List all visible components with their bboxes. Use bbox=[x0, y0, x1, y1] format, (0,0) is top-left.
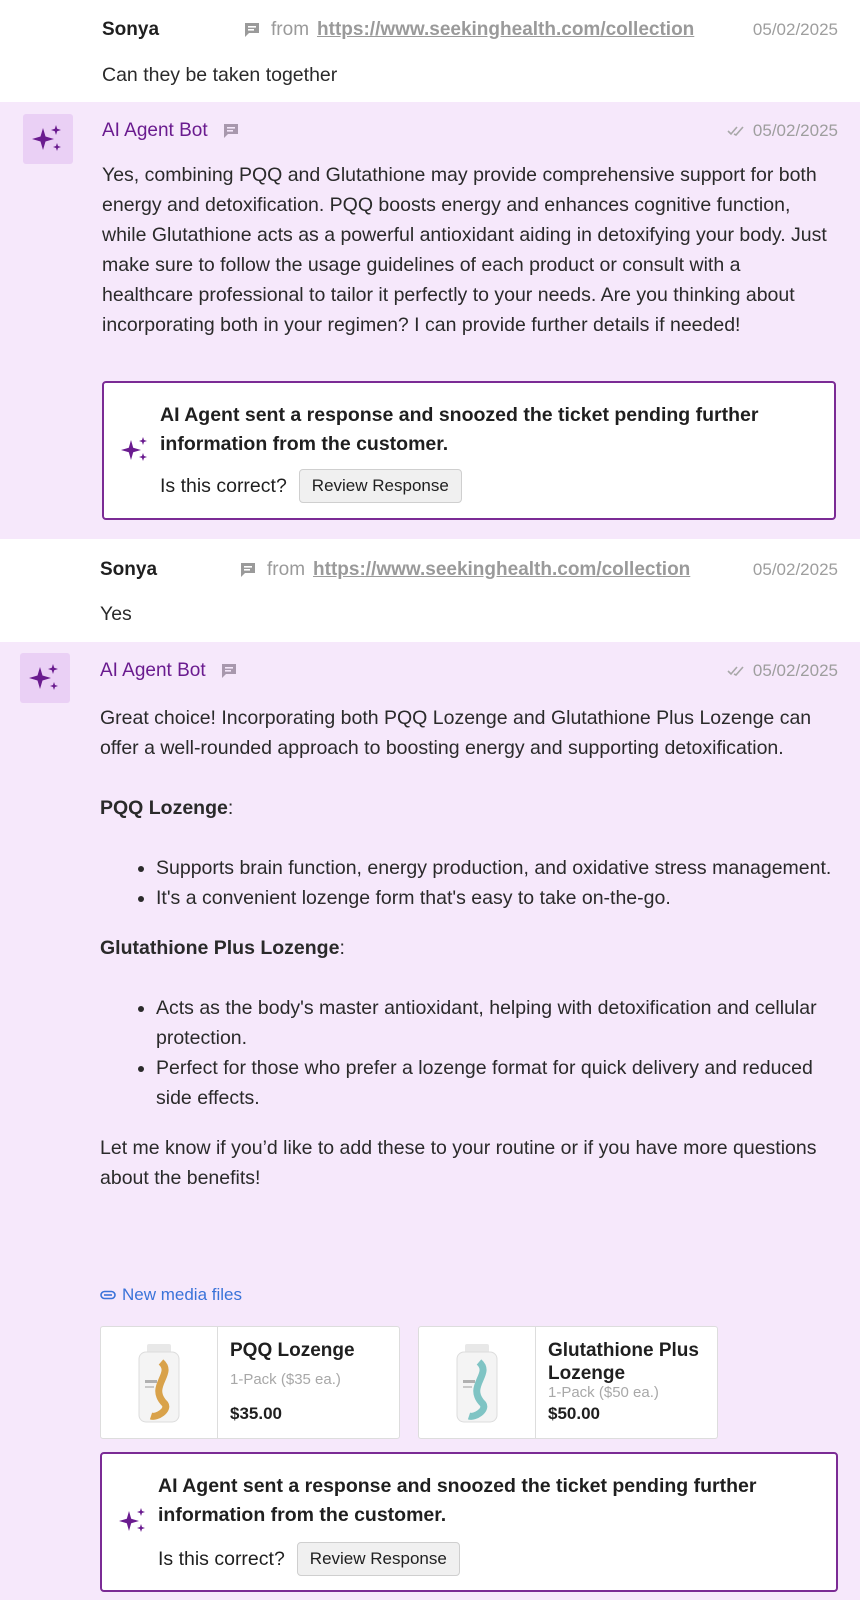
customer-message bbox=[0, 0, 860, 102]
product-info bbox=[536, 1327, 717, 1438]
message-author: AI Agent Bot bbox=[100, 660, 206, 681]
double-check-icon bbox=[727, 125, 745, 137]
notice-question: Is this correct? bbox=[160, 474, 287, 497]
product-info bbox=[218, 1327, 399, 1438]
pqq-bullet-list bbox=[100, 853, 840, 913]
product-price: $50.00 bbox=[548, 1404, 600, 1423]
glutathione-bullet-list bbox=[100, 993, 840, 1113]
product-pack: 1-Pack ($50 ea.) bbox=[548, 1384, 659, 1401]
message-date bbox=[727, 661, 838, 681]
media-label: New media files bbox=[122, 1285, 242, 1304]
message-date bbox=[753, 560, 838, 580]
sparkle-icon bbox=[118, 1506, 148, 1541]
notice-text: AI Agent sent a response and snoozed the ticket pending further information from the customer. bbox=[160, 404, 759, 455]
outro-text: Let me know if you’d like to add these to your routine or if you have more questions about the benefits! bbox=[100, 1137, 817, 1189]
ai-agent-avatar bbox=[23, 114, 73, 164]
message-text: Yes, combining PQQ and Glutathione may provide comprehensive support for both energy and detoxification. PQQ boosts energy and enhances cognitive function, while Glutathione acts as a powerful antioxidant aiding in detoxifying your body. Just make sure to follow the usage guidelines of each product or consult with a healthcare professional to tailor it perfectly to your needs. Are you thinking about incorporating both in your regimen? I can provide further details if needed! bbox=[102, 164, 827, 336]
customer-message bbox=[0, 539, 860, 642]
list-item: • Supports brain function, energy production, and oxidative stress management. bbox=[156, 853, 840, 883]
product-name: PQQ Lozenge bbox=[230, 1340, 355, 1361]
date-text: 05/02/2025 bbox=[752, 560, 838, 579]
notice-question-row bbox=[158, 1542, 460, 1576]
sparkle-icon bbox=[120, 435, 150, 470]
product-card-pqq[interactable] bbox=[100, 1326, 400, 1439]
notice-text: AI Agent sent a response and snoozed the ticket pending further information from the customer. bbox=[158, 1475, 757, 1526]
intro-text: Great choice! Incorporating both PQQ Lozenge and Glutathione Plus Lozenge can offer a well-rounded approach to boosting energy and supporting detoxification. bbox=[100, 707, 812, 759]
product-price: $35.00 bbox=[230, 1404, 282, 1423]
section-heading-row bbox=[100, 793, 840, 823]
date-text: 05/02/2025 bbox=[752, 20, 838, 39]
chat-icon bbox=[222, 122, 242, 140]
message-text: Yes bbox=[100, 603, 132, 625]
message-author: Sonya bbox=[100, 559, 158, 580]
message-date bbox=[753, 20, 838, 40]
message-text: Can they be taken together bbox=[102, 64, 338, 86]
from-label: from bbox=[267, 559, 306, 580]
date-text: 05/02/2025 bbox=[752, 661, 838, 680]
list-item: • Acts as the body's master antioxidant, helping with detoxification and cellular protection. bbox=[156, 993, 840, 1053]
message-author: AI Agent Bot bbox=[102, 120, 208, 141]
notice-question-row bbox=[160, 469, 462, 503]
source-url-link[interactable]: https://www.seekinghealth.com/collection bbox=[313, 559, 691, 580]
message-date bbox=[727, 121, 838, 141]
section-heading-row bbox=[100, 933, 840, 963]
new-media-files-link[interactable] bbox=[100, 1285, 242, 1305]
review-response-button[interactable]: Review Response bbox=[299, 469, 462, 503]
source-url-link[interactable]: https://www.seekinghealth.com/collection bbox=[317, 19, 695, 40]
message-author: Sonya bbox=[102, 19, 160, 40]
double-check-icon bbox=[727, 665, 745, 677]
bot-message bbox=[0, 102, 860, 539]
chat-icon bbox=[243, 21, 263, 39]
message-body bbox=[102, 160, 830, 340]
ai-agent-avatar bbox=[20, 653, 70, 703]
chat-icon bbox=[220, 662, 240, 680]
chat-icon bbox=[239, 561, 259, 579]
section-heading-pqq: PQQ Lozenge bbox=[100, 797, 228, 819]
section-heading-glutathione: Glutathione Plus Lozenge bbox=[100, 937, 340, 959]
list-item: • It's a convenient lozenge form that's easy to take on-the-go. bbox=[156, 883, 840, 913]
product-image bbox=[101, 1327, 218, 1438]
product-name: Glutathione Plus Lozenge bbox=[548, 1340, 699, 1384]
product-pack: 1-Pack ($35 ea.) bbox=[230, 1371, 341, 1388]
ai-agent-notice bbox=[102, 381, 836, 520]
notice-question: Is this correct? bbox=[158, 1547, 285, 1570]
sparkle-icon bbox=[31, 122, 65, 156]
message-body bbox=[100, 599, 820, 629]
message-body bbox=[102, 60, 822, 90]
message-body bbox=[100, 703, 840, 1193]
ai-agent-notice bbox=[100, 1452, 838, 1592]
heading-colon: : bbox=[227, 797, 234, 819]
review-response-button[interactable]: Review Response bbox=[297, 1542, 460, 1576]
from-label: from bbox=[271, 19, 310, 40]
date-text: 05/02/2025 bbox=[752, 121, 838, 140]
heading-colon: : bbox=[339, 937, 345, 959]
product-card-glutathione[interactable] bbox=[418, 1326, 718, 1439]
attachment-icon bbox=[100, 1289, 116, 1301]
product-image bbox=[419, 1327, 536, 1438]
list-item: • Perfect for those who prefer a lozenge format for quick delivery and reduced side effects. bbox=[156, 1053, 840, 1113]
sparkle-icon bbox=[28, 661, 62, 695]
